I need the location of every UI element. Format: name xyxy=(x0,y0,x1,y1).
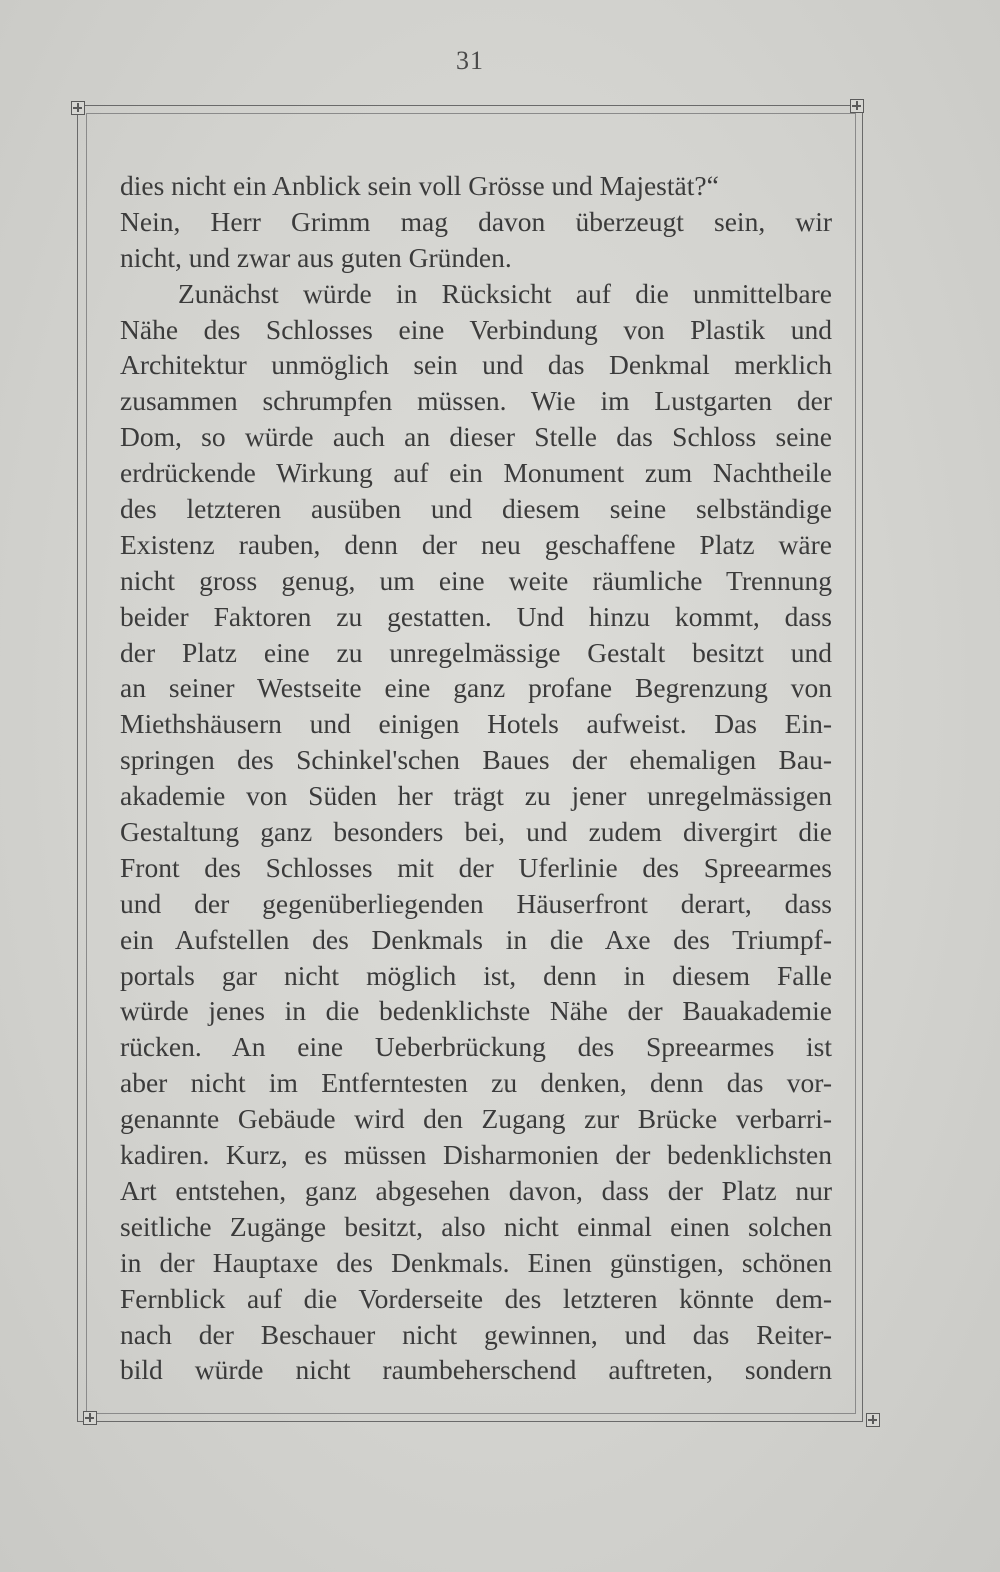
text-line: beider Faktoren zu gestatten. Und hinzu kommt, dass xyxy=(120,600,832,632)
text-line: Nein, Herr Grimm mag davon überzeugt sein, wir xyxy=(120,205,832,237)
text-line: der Platz eine zu unregelmässige Gestalt besitzt und xyxy=(120,636,832,668)
page-number: 31 xyxy=(456,46,484,75)
text-line: aber nicht im Entferntesten zu denken, denn das vor- xyxy=(120,1067,832,1099)
text-line: Fernblick auf die Vorderseite des letzteren könnte dem- xyxy=(120,1282,832,1314)
text-line: würde jenes in die bedenklichste Nähe der Bauakademie xyxy=(120,995,832,1027)
text-line: Zunächst würde in Rücksicht auf die unmittelbare xyxy=(178,277,832,309)
text-line: und der gegenüberliegenden Häuserfront derart, dass xyxy=(120,887,832,919)
text-line: nach der Beschauer nicht gewinnen, und das Reiter- xyxy=(120,1318,832,1350)
text-line: Dom, so würde auch an dieser Stelle das Schloss seine xyxy=(120,421,832,453)
text-line: rücken. An eine Ueberbrückung des Spreearmes ist xyxy=(120,1031,832,1063)
text-line: Miethshäusern und einigen Hotels aufweist. Das Ein- xyxy=(120,708,832,740)
text-line: in der Hauptaxe des Denkmals. Einen günstigen, schönen xyxy=(120,1246,832,1278)
text-line: nicht gross genug, um eine weite räumliche Trennung xyxy=(120,564,832,596)
corner-ornament-icon xyxy=(866,1413,880,1427)
text-line: Nähe des Schlosses eine Verbindung von Plastik und xyxy=(120,313,832,345)
text-line: dies nicht ein Anblick sein voll Grösse und Majestät?“ xyxy=(120,170,719,201)
corner-ornament-icon xyxy=(83,1411,97,1425)
text-line: Art entstehen, ganz abgesehen davon, dass der Platz nur xyxy=(120,1174,832,1206)
corner-ornament-icon xyxy=(71,101,85,115)
text-line: springen des Schinkel'schen Baues der ehemaligen Bau- xyxy=(120,744,832,776)
text-line: kadiren. Kurz, es müssen Disharmonien der bedenklichsten xyxy=(120,1139,832,1171)
text-line: bild würde nicht raumbeherschend auftreten, sondern xyxy=(120,1354,832,1386)
text-line: an seiner Westseite eine ganz profane Begrenzung von xyxy=(120,672,832,704)
body-text xyxy=(120,168,832,1388)
corner-ornament-icon xyxy=(850,99,864,113)
text-line: nicht, und zwar aus guten Gründen. xyxy=(120,241,512,273)
text-line: portals gar nicht möglich ist, denn in diesem Falle xyxy=(120,959,832,991)
text-line: Gestaltung ganz besonders bei, und zudem divergirt die xyxy=(120,816,832,848)
text-line: erdrückende Wirkung auf ein Monument zum Nachtheile xyxy=(120,457,832,489)
text-line: des letzteren ausüben und diesem seine selbständige xyxy=(120,493,832,525)
text-line: Front des Schlosses mit der Uferlinie des Spreearmes xyxy=(120,851,832,883)
text-line: genannte Gebäude wird den Zugang zur Brücke verbarri- xyxy=(120,1103,832,1135)
text-line: seitliche Zugänge besitzt, also nicht einmal einen solchen xyxy=(120,1210,832,1242)
text-line: Architektur unmöglich sein und das Denkmal merklich xyxy=(120,349,832,381)
text-line: akademie von Süden her trägt zu jener unregelmässigen xyxy=(120,780,832,812)
text-line: zusammen schrumpfen müssen. Wie im Lustgarten der xyxy=(120,385,832,417)
text-line: ein Aufstellen des Denkmals in die Axe des Triumpf- xyxy=(120,923,832,955)
text-line: Existenz rauben, denn der neu geschaffene Platz wäre xyxy=(120,528,832,560)
